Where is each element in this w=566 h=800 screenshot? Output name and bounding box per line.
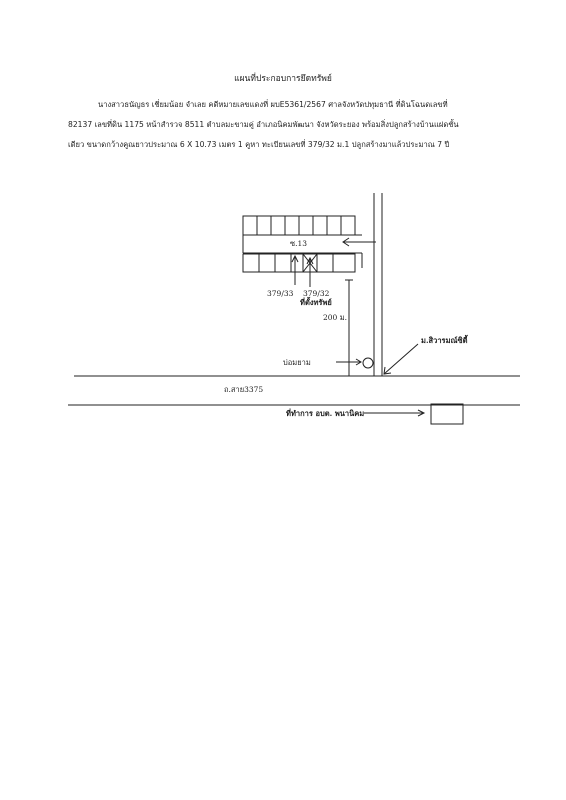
village-arrow: [384, 344, 418, 374]
office-box: [431, 404, 463, 424]
village-label: ม.สิวารมณ์ซิตี้: [421, 336, 468, 345]
house-row-top: [243, 216, 355, 235]
pond-icon: [363, 358, 373, 368]
office-label: ที่ทำการ อบต. พนานิคม: [286, 409, 365, 418]
target-house-label: 379/32: [303, 289, 330, 298]
soi-label: ซ.13: [290, 239, 308, 248]
pond-label: บ่อมยาม: [283, 358, 311, 367]
road-label: ถ.สาย3375: [224, 385, 264, 394]
house-left-label: 379/33: [267, 289, 294, 298]
house-row-bottom: [243, 254, 355, 272]
description-line-2: 82137 เลขที่ดิน 1175 หน้าสำรวจ 8511 ตำบลมะขามคู่ อำเภอนิคมพัฒนา จังหวัดระยอง พร้อมสิ่งปลูกสร้างบ้านแฝดชั้น: [68, 120, 459, 129]
document-title: แผนที่ประกอบการยึดทรัพย์: [234, 74, 332, 84]
property-label: ที่ตั้งทรัพย์: [300, 298, 332, 307]
description-line-1: นางสาวธนัญธร เชี่ยมน้อย จำเลย คดีหมายเลขแดงที่ ผบE5361/2567 ศาลจังหวัดปทุมธานี ที่ดินโฉนดเลขที่: [98, 100, 448, 109]
description-line-3: เดียว ขนาดกว้างคูณยาวประมาณ 6 X 10.73 เมตร 1 คูหา ทะเบียนเลขที่ 379/32 ม.1 ปลูกสร้างมาแล้วประมาณ 7 ปี: [68, 140, 450, 149]
distance-label: 200 ม.: [323, 313, 348, 322]
